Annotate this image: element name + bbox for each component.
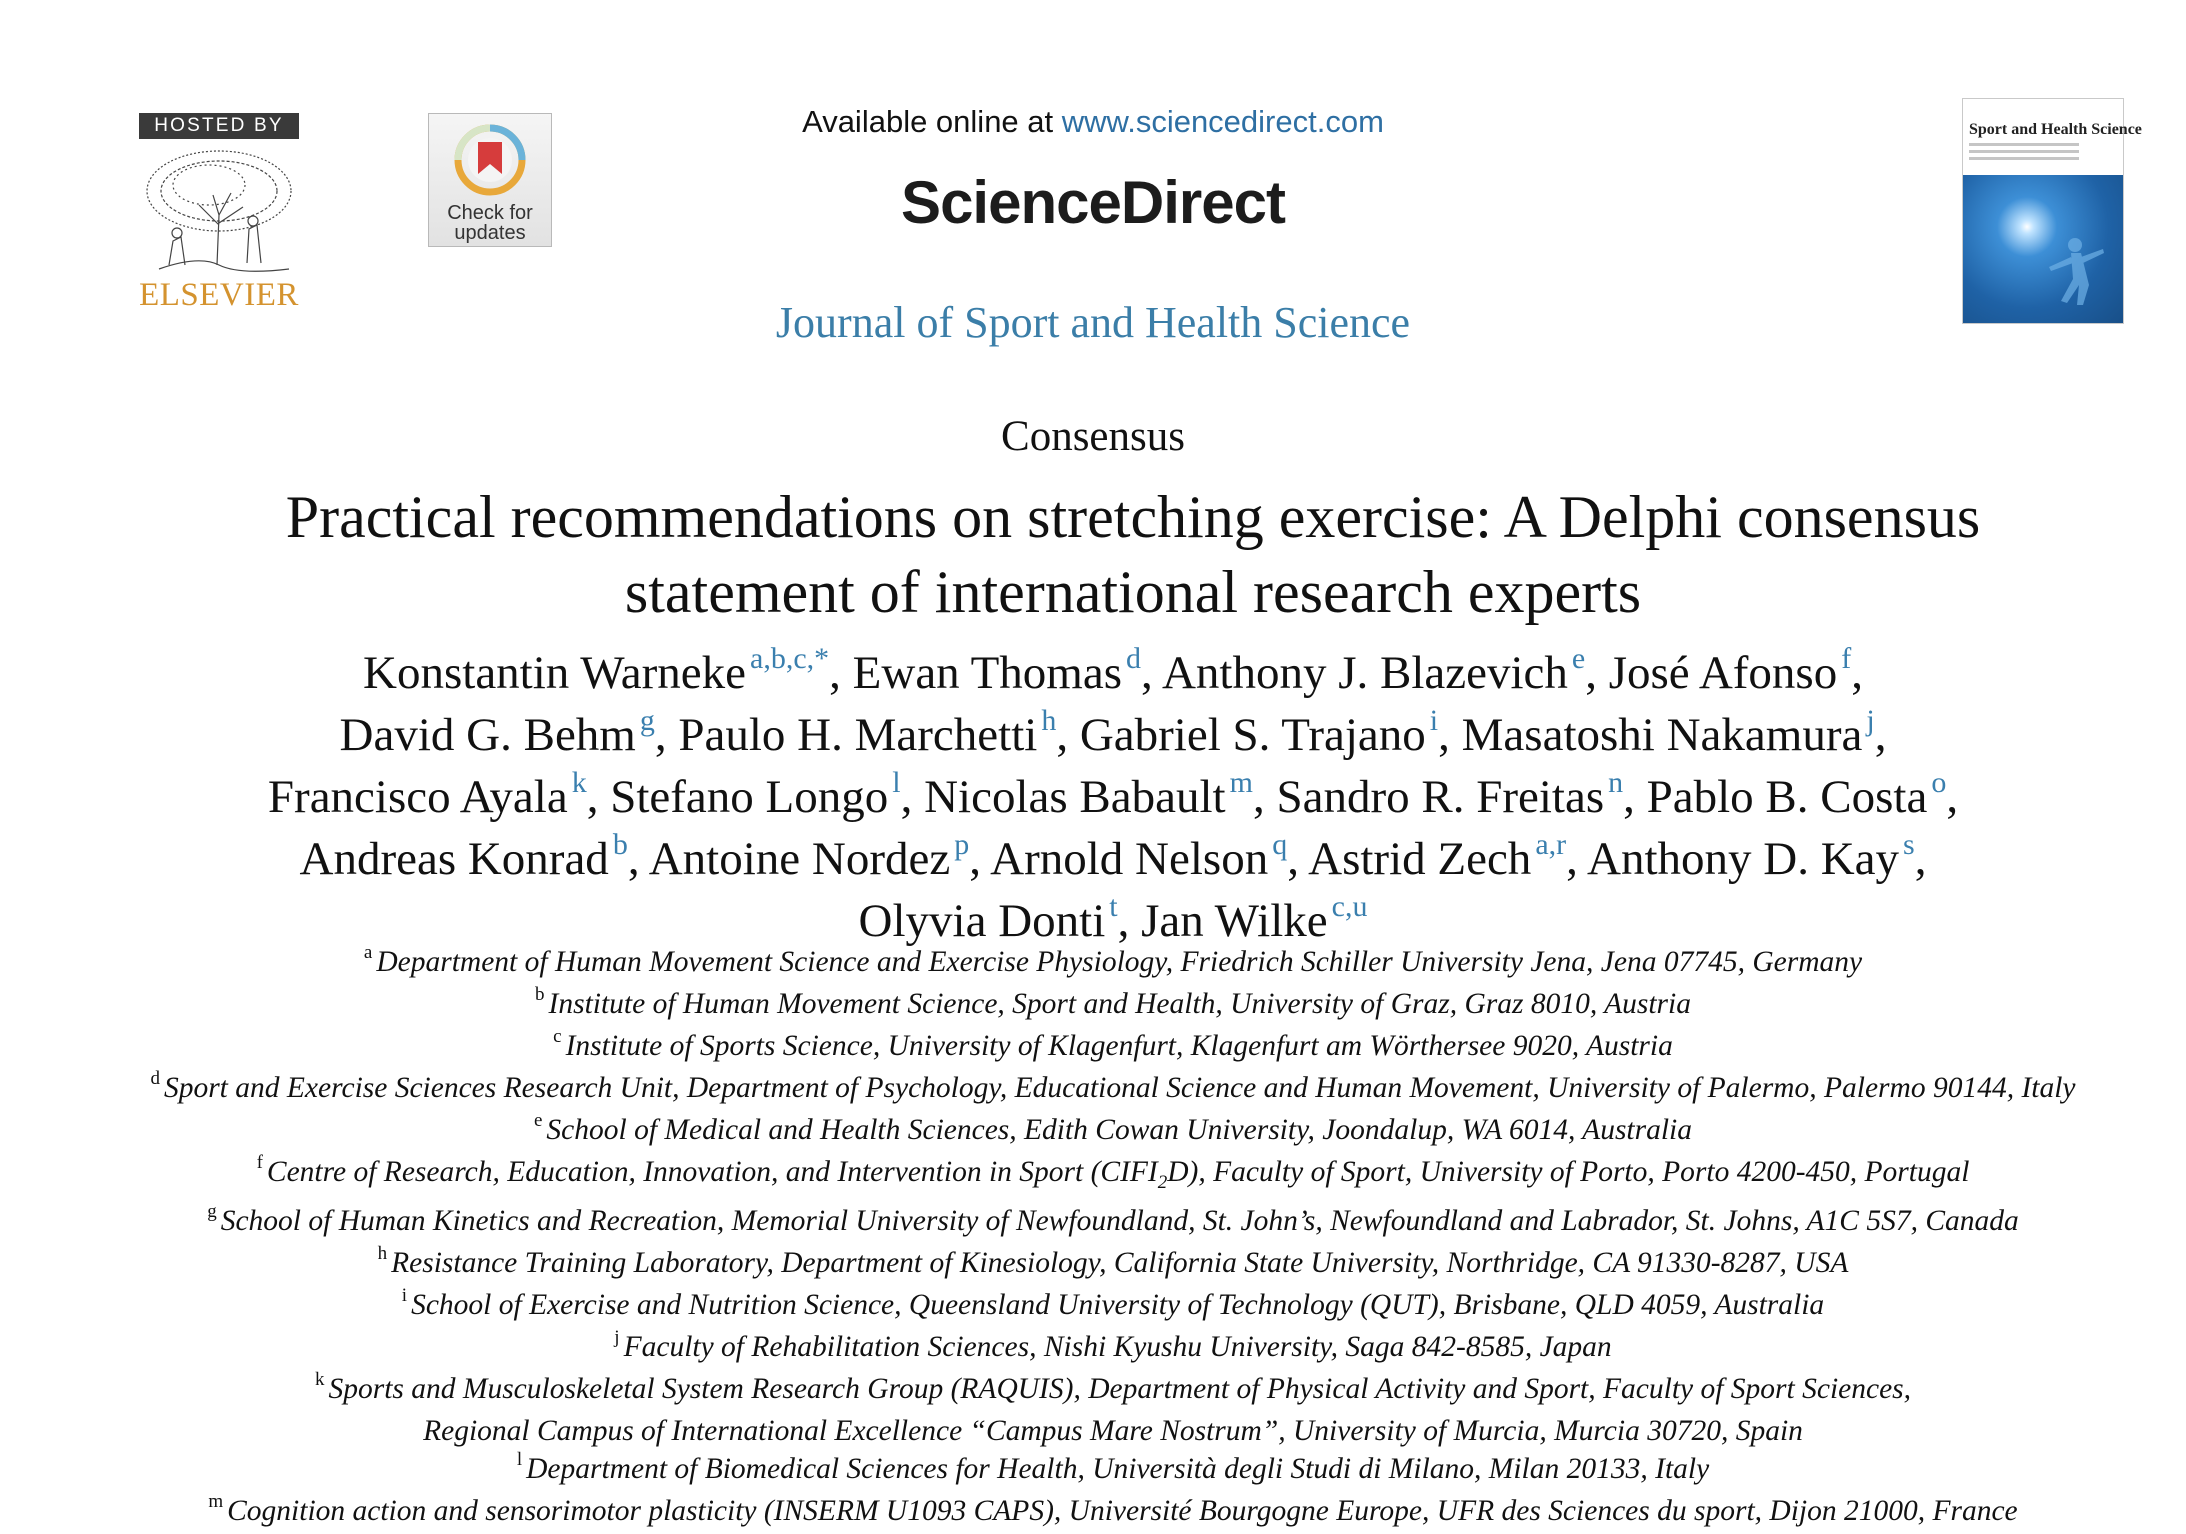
affiliation-text: Centre of Research, Education, Innovation, and Intervention in Sport (CIFI — [266, 1156, 1158, 1188]
author-name[interactable]: Astrid Zech — [1308, 833, 1532, 885]
affiliation-list — [100, 943, 2126, 1534]
author-affiliation-marker[interactable]: l — [892, 766, 901, 799]
article-type: Consensus — [1001, 413, 1185, 460]
author-name[interactable]: Paulo H. Marchetti — [678, 709, 1038, 761]
article-title-line2: statement of international research experts — [624, 559, 1642, 625]
author-name[interactable]: Francisco Ayala — [267, 771, 568, 823]
journal-cover[interactable] — [1962, 98, 2142, 324]
affiliation-key: g — [207, 1200, 217, 1222]
elsevier-wordmark: ELSEVIER — [139, 277, 299, 313]
author-affiliation-marker[interactable]: n — [1608, 766, 1624, 799]
affiliation-item — [100, 1111, 2126, 1153]
author-line-5: Olyvia Donti $^t$, Jan Wilke $^{c,u}$ — [858, 890, 1368, 947]
author-affiliation-marker[interactable]: e — [1571, 642, 1586, 675]
available-online — [0, 104, 2186, 140]
affiliation-item — [100, 1286, 2126, 1328]
affiliation-item — [100, 1027, 2126, 1069]
author-affiliation-marker[interactable]: o — [1931, 766, 1947, 799]
author-line-2: David G. Behm $^g$, Paulo H. Marchetti $^h$, Gabriel S. Trajano $^i$, Masatoshi Nakamura $^j$, — [339, 704, 1887, 761]
author-affiliation-marker[interactable]: s — [1903, 828, 1915, 861]
author-name[interactable]: Ewan Thomas — [852, 647, 1123, 699]
author-affiliation-marker[interactable]: m — [1229, 766, 1253, 799]
affiliation-key: m — [208, 1490, 224, 1512]
author-affiliation-marker[interactable]: d — [1126, 642, 1142, 675]
affiliation-text: School of Medical and Health Sciences, Edith Cowan University, Joondalup, WA 6014, Australia — [546, 1114, 1692, 1146]
author-list — [120, 642, 2106, 955]
affiliation-item — [100, 1450, 2126, 1492]
author-name[interactable]: Anthony J. Blazevich — [1161, 647, 1568, 699]
affiliation-key: h — [377, 1242, 388, 1264]
affiliation-item — [100, 1492, 2126, 1534]
author-affiliation-marker[interactable]: a,b,c,* — [750, 642, 830, 675]
check-updates-line2: updates — [454, 222, 526, 244]
affiliation-text: Resistance Training Laboratory, Department of Kinesiology, California State University, Northridge, CA 91330-8287, USA — [391, 1246, 1849, 1279]
affiliation-item — [100, 985, 2126, 1027]
cover-image — [1963, 175, 2123, 323]
author-affiliation-marker[interactable]: a,r — [1535, 828, 1567, 861]
author-name[interactable]: Sandro R. Freitas — [1276, 771, 1605, 823]
affiliation-text: Cognition action and sensorimotor plasticity (INSERM U1093 CAPS), Université Bourgogne Europe, UFR des Sciences du sport, Dijon 21000, France — [227, 1494, 2018, 1527]
check-updates-line1: Check for — [447, 202, 533, 224]
affiliation-text: School of Human Kinetics and Recreation, Memorial University of Newfoundland, St. John’s, Newfoundland and Labrador, St. Johns, A1C 5S7, Canada — [220, 1204, 2019, 1237]
author-affiliation-marker[interactable]: t — [1109, 890, 1118, 923]
affiliation-subscript: 2 — [1157, 1171, 1168, 1193]
author-name[interactable]: Konstantin Warneke — [363, 647, 747, 699]
affiliation-key: a — [363, 942, 373, 963]
author-affiliation-marker[interactable]: b — [612, 828, 628, 861]
affiliation-item — [100, 1069, 2126, 1111]
affiliation-key: c — [553, 1026, 562, 1047]
author-name[interactable]: Nicolas Babault — [924, 771, 1226, 823]
sciencedirect-link[interactable]: www.sciencedirect.com — [1061, 104, 1384, 139]
affiliation-item — [100, 1328, 2126, 1370]
author-name[interactable]: Antoine Nordez — [648, 833, 951, 885]
affiliation-text: Sports and Musculoskeletal System Research Group (RAQUIS), Department of Physical Activity and Sport, Faculty of Sport Sciences, — [328, 1372, 1912, 1405]
journal-title[interactable]: Journal of Sport and Health Science — [775, 298, 1411, 347]
article-title — [160, 480, 2106, 630]
affiliation-item — [100, 1153, 2126, 1202]
hosted-by-label: HOSTED BY — [139, 113, 299, 139]
affiliation-key: b — [535, 984, 545, 1005]
affiliation-text: Department of Human Movement Science and Exercise Physiology, Friedrich Schiller University Jena, Jena 07745, Germany — [376, 946, 1863, 978]
affiliation-key: k — [314, 1368, 325, 1390]
author-affiliation-marker[interactable]: i — [1429, 704, 1439, 737]
author-name[interactable]: Stefano Longo — [610, 771, 889, 823]
affiliation-key: l — [516, 1448, 523, 1470]
sciencedirect-logo[interactable]: ScienceDirect — [901, 169, 1285, 236]
author-affiliation-marker[interactable]: h — [1041, 704, 1057, 737]
author-affiliation-marker[interactable]: c,u — [1331, 890, 1368, 923]
affiliation-text: Regional Campus of International Excellence “Campus Mare Nostrum”, University of Murcia, Murcia 30720, Spain — [423, 1414, 1803, 1447]
affiliation-item-continued — [100, 1412, 2126, 1450]
author-name[interactable]: David G. Behm — [339, 709, 636, 761]
cover-text-lines — [1969, 143, 2119, 160]
affiliation-text: Faculty of Rehabilitation Sciences, Nishi Kyushu University, Saga 842-8585, Japan — [623, 1330, 1612, 1363]
author-name[interactable]: Gabriel S. Trajano — [1079, 709, 1426, 761]
affiliation-key: d — [150, 1068, 160, 1089]
affiliation-key: i — [401, 1284, 408, 1306]
affiliation-key: f — [256, 1152, 263, 1173]
author-name[interactable]: Masatoshi Nakamura — [1461, 709, 1863, 761]
author-affiliation-marker[interactable]: g — [639, 704, 655, 737]
author-affiliation-marker[interactable]: p — [954, 828, 970, 861]
affiliation-text: Department of Biomedical Sciences for Health, Università degli Studi di Milano, Milan 20133, Italy — [526, 1452, 1710, 1485]
affiliation-text: School of Exercise and Nutrition Science, Queensland University of Technology (QUT), Brisbane, QLD 4059, Australia — [411, 1288, 1825, 1321]
author-name[interactable]: Andreas Konrad — [299, 833, 609, 885]
author-name[interactable]: Pablo B. Costa — [1646, 771, 1928, 823]
affiliation-text-cont: D), Faculty of Sport, University of Porto, Porto 4200-450, Portugal — [1167, 1156, 1970, 1188]
martial-arts-figure-icon — [1963, 175, 2123, 323]
author-line-4: Andreas Konrad $^b$, Antoine Nordez $^p$, Arnold Nelson $^q$, Astrid Zech $^{a,r}$, Anthony D. Kay $^s$, — [299, 828, 1927, 885]
author-name[interactable]: Arnold Nelson — [990, 833, 1269, 885]
affiliation-item — [100, 1202, 2126, 1244]
author-line-3: Francisco Ayala $^k$, Stefano Longo $^l$, Nicolas Babault $^m$, Sandro R. Freitas $^n$, Pablo B. Costa $^o$, — [267, 766, 1959, 823]
affiliation-key: j — [614, 1326, 620, 1348]
affiliation-text: Sport and Exercise Sciences Research Unit, Department of Psychology, Educational Science and Human Movement, University of Palermo, Palermo 90144, Italy — [163, 1072, 2076, 1104]
affiliation-text: Institute of Human Movement Science, Sport and Health, University of Graz, Graz 8010, Austria — [548, 988, 1691, 1020]
affiliation-item — [100, 943, 2126, 985]
author-line-1: Konstantin Warneke $^{a,b,c,*}$, Ewan Thomas $^d$, Anthony J. Blazevich $^e$, José Afonso $^f$, — [363, 642, 1863, 699]
affiliation-item — [100, 1244, 2126, 1286]
author-affiliation-marker[interactable]: k — [571, 766, 587, 799]
cover-title: Sport and Health Science — [1969, 121, 2142, 138]
author-affiliation-marker[interactable]: f — [1841, 642, 1852, 675]
affiliation-item — [100, 1370, 2126, 1412]
author-name[interactable]: José Afonso — [1608, 647, 1838, 699]
available-prefix: Available online at — [802, 104, 1062, 139]
author-name[interactable]: Jan Wilke — [1141, 895, 1328, 947]
author-affiliation-marker[interactable]: q — [1272, 828, 1288, 861]
affiliation-key: e — [533, 1110, 543, 1131]
author-affiliation-marker[interactable]: j — [1866, 704, 1875, 737]
author-name[interactable]: Olyvia Donti — [858, 895, 1106, 947]
article-title-line1: Practical recommendations on stretching exercise: A Delphi consensus — [285, 484, 1981, 550]
affiliation-text: Institute of Sports Science, University of Klagenfurt, Klagenfurt am Wörthersee 9020, Austria — [565, 1030, 1673, 1062]
author-name[interactable]: Anthony D. Kay — [1587, 833, 1900, 885]
